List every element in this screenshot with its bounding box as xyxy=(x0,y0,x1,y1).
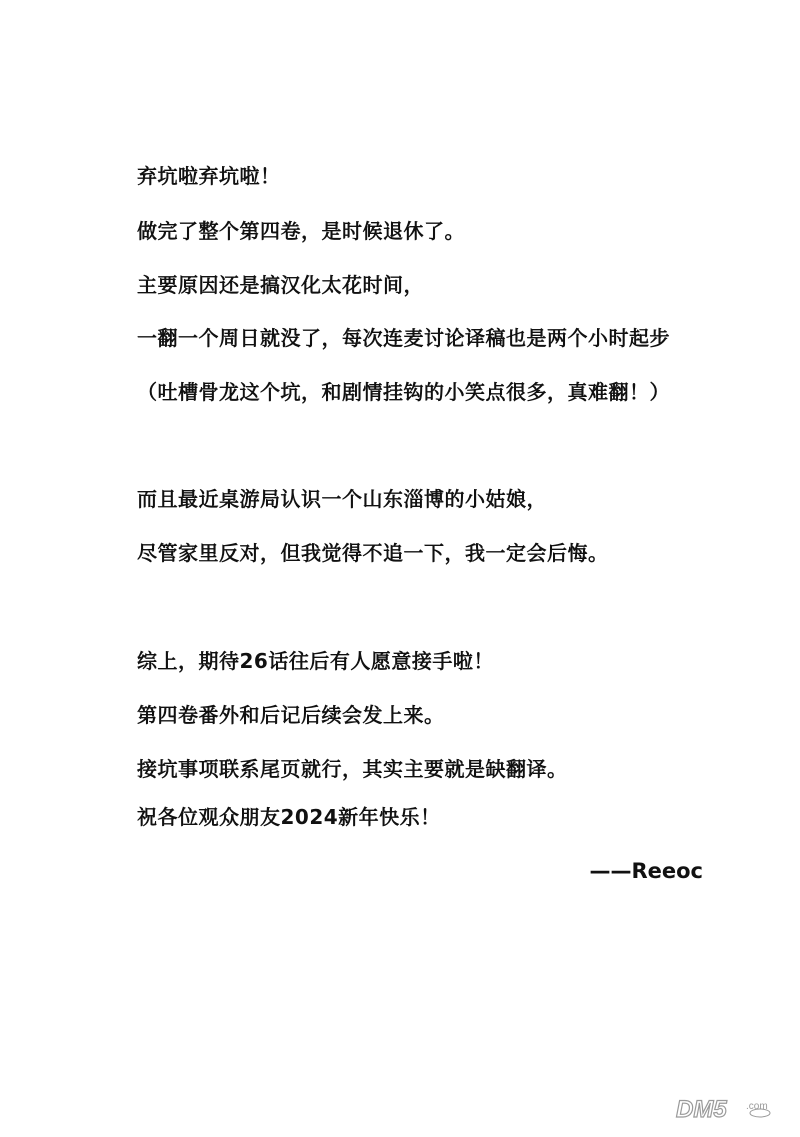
text-line: 接坑事项联系尾页就行，其实主要就是缺翻译。 xyxy=(137,757,568,781)
text-line: （吐槽骨龙这个坑，和剧情挂钩的小笑点很多，真难翻！） xyxy=(137,380,670,404)
text-line: 弃坑啦弃坑啦！ xyxy=(137,164,281,188)
text-line: 综上，期待26话往后有人愿意接手啦！ xyxy=(137,649,494,673)
text-line: 尽管家里反对，但我觉得不追一下，我一定会后悔。 xyxy=(137,541,609,565)
text-line: 而且最近桌游局认识一个山东淄博的小姑娘， xyxy=(137,487,547,511)
watermark-text: DM5 xyxy=(676,1096,727,1123)
dm5-logo-watermark xyxy=(674,1093,784,1123)
text-line: 第四卷番外和后记后续会发上来。 xyxy=(137,703,445,727)
signature: ——Reeoc xyxy=(589,859,703,883)
text-line: 一翻一个周日就没了，每次连麦讨论译稿也是两个小时起步 xyxy=(137,326,670,350)
watermark-subtext: .com xyxy=(746,1101,768,1112)
text-line: 祝各位观众朋友2024新年快乐！ xyxy=(137,805,441,829)
text-line: 主要原因还是搞汉化太花时间， xyxy=(137,273,424,297)
text-line: 做完了整个第四卷，是时候退休了。 xyxy=(137,219,465,243)
